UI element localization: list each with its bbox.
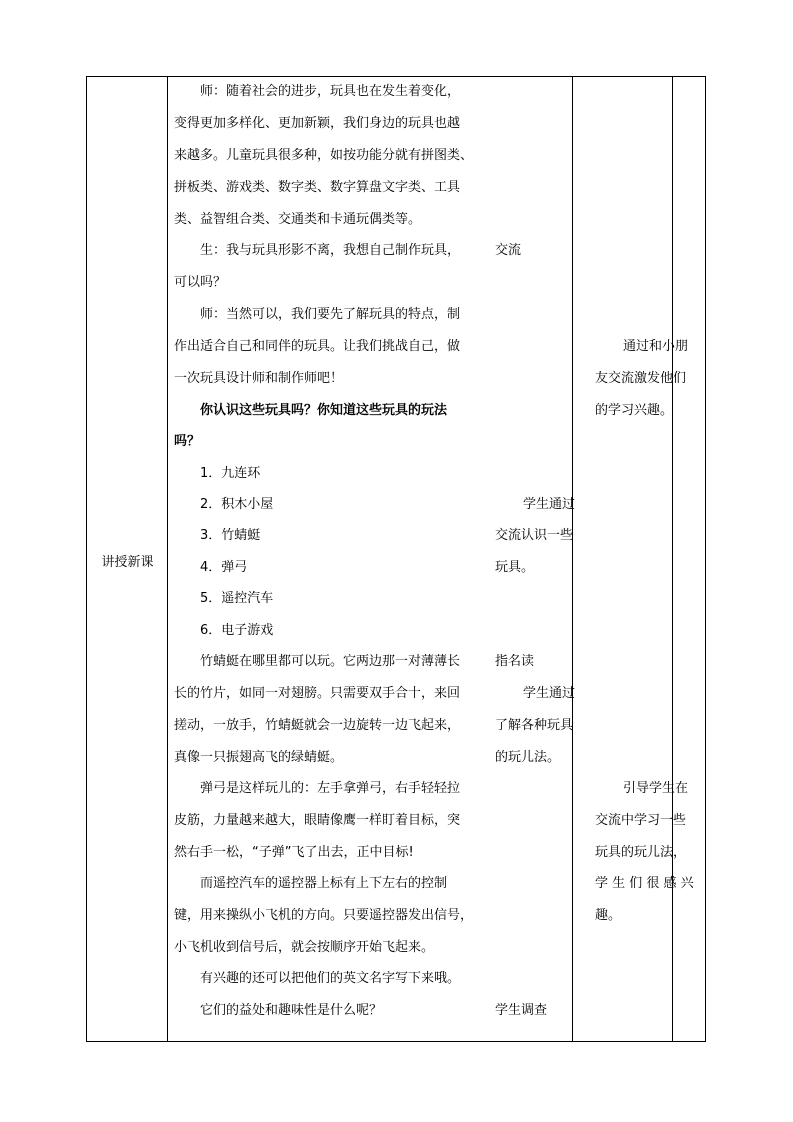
content-line: 长的竹片，如同一对翅膀。只需要双手合十，来回 bbox=[174, 686, 461, 701]
content-line: 键，用来操纵小飞机的方向。只要遥控器发出信号， bbox=[174, 908, 474, 923]
purpose-line: 友交流激发他们 bbox=[595, 371, 687, 386]
toy-list-item: 5．遥控汽车 bbox=[200, 591, 274, 606]
content-line: 然右手一松，“子弹”飞了出去，正中目标! bbox=[174, 845, 414, 860]
student-activity-line: 学生调查 bbox=[495, 1003, 548, 1018]
toy-list-item: 3．竹蜻蜓 bbox=[200, 528, 261, 543]
toy-list-item: 1．九连环 bbox=[200, 466, 261, 481]
toy-list-item: 2．积木小屋 bbox=[200, 497, 274, 512]
student-activity-line: 交流 bbox=[495, 243, 522, 258]
student-activity-line: 玩具。 bbox=[495, 560, 535, 575]
content-line: 类、益智组合类、交通类和卡通玩偶类等。 bbox=[174, 212, 422, 227]
content-line: 变得更加多样化、更加新颖，我们身边的玩具也越 bbox=[174, 116, 461, 131]
toy-list-item: 6．电子游戏 bbox=[200, 623, 274, 638]
student-activity-column bbox=[573, 77, 673, 1041]
content-line: 师：随着社会的进步，玩具也在发生着变化， bbox=[200, 84, 461, 99]
content-line: 来越多。儿童玩具很多种，如按功能分就有拼图类、 bbox=[174, 148, 474, 163]
content-line: 皮筋，力量越来越大，眼睛像鹰一样盯着目标，突 bbox=[174, 813, 461, 828]
content-line: 弹弓是这样玩儿的：左手拿弹弓，右手轻轻拉 bbox=[200, 781, 461, 796]
student-activity-line: 交流认识一些 bbox=[495, 528, 574, 543]
content-line: 而遥控汽车的遥控器上标有上下左右的控制 bbox=[200, 876, 448, 891]
toy-list-item: 4．弹弓 bbox=[200, 560, 248, 575]
student-activity-line: 学生通过 bbox=[523, 497, 576, 512]
student-activity-line: 了解各种玩具 bbox=[495, 718, 574, 733]
purpose-line: 学 生 们 很 感 兴 bbox=[595, 876, 694, 891]
purpose-column bbox=[673, 77, 705, 1041]
purpose-line: 通过和小朋 bbox=[623, 339, 689, 354]
purpose-line: 趣。 bbox=[595, 908, 622, 923]
student-activity-line: 的玩儿法。 bbox=[495, 750, 561, 765]
category-label: 讲授新课 bbox=[101, 555, 154, 570]
purpose-line: 玩具的玩儿法， bbox=[595, 845, 687, 860]
content-line: 可以吗？ bbox=[174, 275, 227, 290]
question-heading: 吗？ bbox=[174, 434, 201, 449]
content-line: 作出适合自己和同伴的玩具。让我们挑战自己，做 bbox=[174, 339, 461, 354]
content-line: 搓动，一放手，竹蜻蜓就会一边旋转一边飞起来， bbox=[174, 718, 461, 733]
purpose-line: 交流中学习一些 bbox=[595, 813, 687, 828]
student-activity-line: 学生通过 bbox=[523, 686, 576, 701]
content-line: 小飞机收到信号后，就会按顺序开始飞起来。 bbox=[174, 940, 435, 955]
purpose-line: 的学习兴趣。 bbox=[595, 403, 674, 418]
content-line: 真像一只振翅高飞的绿蜻蜓。 bbox=[174, 750, 344, 765]
purpose-line: 引导学生在 bbox=[623, 781, 689, 796]
content-line: 一次玩具设计师和制作师吧！ bbox=[174, 371, 344, 386]
content-line: 竹蜻蜓在哪里都可以玩。它两边那一对薄薄长 bbox=[200, 654, 461, 669]
content-line: 有兴趣的还可以把他们的英文名字写下来哦。 bbox=[200, 971, 461, 986]
content-line: 生：我与玩具形影不离，我想自己制作玩具， bbox=[200, 243, 461, 258]
content-line: 拼板类、游戏类、数字类、数字算盘文字类、工具 bbox=[174, 180, 461, 195]
content-line: 师：当然可以，我们要先了解玩具的特点，制 bbox=[200, 307, 461, 322]
student-activity-line: 指名读 bbox=[495, 654, 535, 669]
question-heading: 你认识这些玩具吗？你知道这些玩具的玩法 bbox=[200, 403, 448, 418]
content-line: 它们的益处和趣味性是什么呢？ bbox=[200, 1003, 383, 1018]
